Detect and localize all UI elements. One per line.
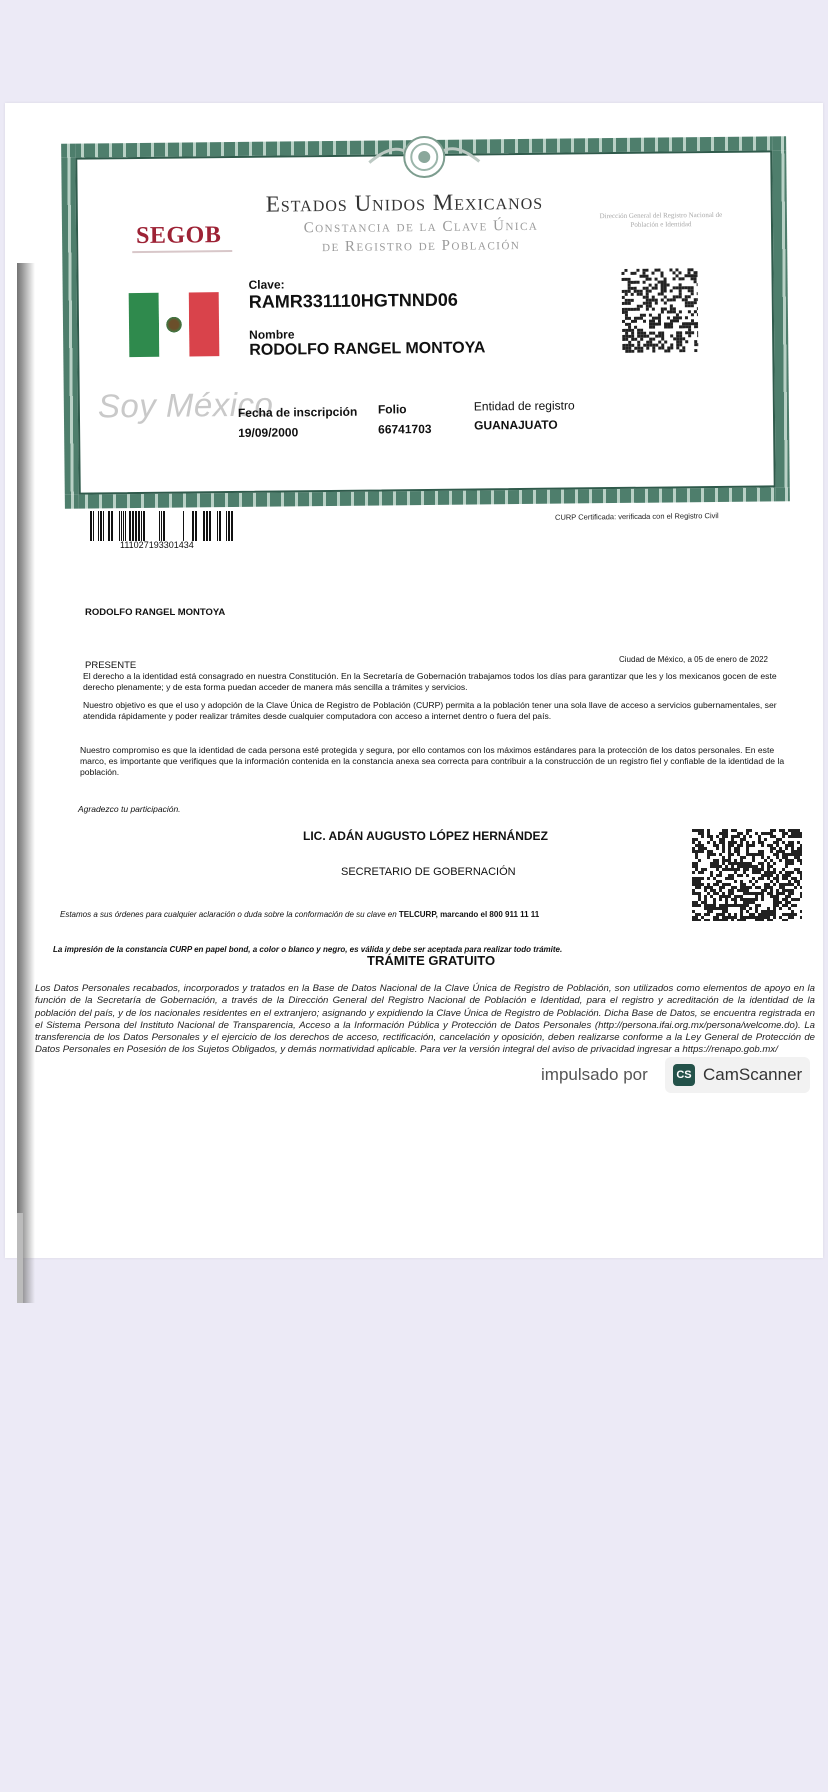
clave-value: RAMR331110HGTNND06 <box>248 289 458 312</box>
subtitle-line-2: de Registro de Población <box>322 237 521 256</box>
recipient-name: RODOLFO RANGEL MONTOYA <box>85 607 226 618</box>
scan-edge-shadow-bottom <box>17 1213 23 1303</box>
mexico-flag-icon <box>129 292 220 357</box>
presente: PRESENTE <box>85 660 137 671</box>
entidad-label: Entidad de registro <box>473 398 575 414</box>
camscanner-badge[interactable] <box>665 1057 810 1093</box>
qr-code-small-icon <box>621 268 698 353</box>
certificate-title: Estados Unidos Mexicanos <box>265 188 544 217</box>
camscanner-name: CamScanner <box>703 1065 803 1084</box>
scan-edge-shadow <box>17 263 35 1303</box>
renapo-org-text: Dirección General del Registro Nacional de Población e Identidad <box>599 210 723 229</box>
telcurp-note <box>60 909 539 920</box>
impresion-note: La impresión de la constancia CURP en papel bond, a color o blanco y negro, es válida y debe ser aceptada para realizar todo trámite. <box>53 945 563 954</box>
paragraph-2: Nuestro objetivo es que el uso y adopción de la Clave Única de Registro de Población (CURP) permita a la población tener una sola llave de acceso a servicios gubernamentales, ser atendida rápidamente y poder realizar trámites desde cualquier computadora con acceso a internet dentro o fuera del país. <box>83 700 777 721</box>
nombre-label: Nombre <box>249 327 295 342</box>
national-emblem-icon <box>359 131 490 182</box>
qr-code-large-icon <box>692 829 802 921</box>
signer-name: LIC. ADÁN AUGUSTO LÓPEZ HERNÁNDEZ <box>303 829 548 843</box>
certificate-subtitle <box>271 216 571 257</box>
folio-label: Folio <box>377 402 407 417</box>
scanned-page <box>5 103 823 1258</box>
telcurp-prefix: Estamos a sus órdenes para cualquier aclaración o duda sobre la conformación de su clave en <box>60 910 399 919</box>
entidad-value: GUANAJUATO <box>474 417 558 433</box>
telcurp-number: TELCURP, marcando el 800 911 11 11 <box>398 910 540 919</box>
paragraph-3: Nuestro compromiso es que la identidad de cada persona esté protegida y segura, por ello contamos con los máximos estándares para la protección de los datos personales. En este marco, es importante que verifiques que la información contenida en la constancia anexa sea correcta para contribuir a la construcción de un registro fiel y confiable de la identidad de la población. <box>80 745 785 777</box>
fecha-label: Fecha de inscripción <box>237 404 358 420</box>
thanks: Agradezco tu participación. <box>78 804 181 814</box>
signer-title: SECRETARIO DE GOBERNACIÓN <box>341 866 516 878</box>
soy-mexico-watermark: Soy México <box>97 385 274 425</box>
clave-label: Clave: <box>248 277 285 292</box>
fecha-value: 19/09/2000 <box>238 425 299 440</box>
curp-certified-note: CURP Certificada: verificada con el Registro Civil <box>554 511 719 522</box>
folio-value: 66741703 <box>378 421 432 437</box>
barcode-icon <box>86 511 233 541</box>
subtitle-line-1: Constancia de la Clave Única <box>303 217 539 237</box>
place-date: Ciudad de México, a 05 de enero de 2022 <box>619 655 768 664</box>
paragraph-1: El derecho a la identidad está consagrado en nuestra Constitución. En la Secretaría de Gobernación trabajamos todos los días para garantizar que les y los mexicanos gocen de este derecho plenamente; y de esta forma puedan acceder de manera más sencilla a trámites y servicios. <box>83 671 777 692</box>
barcode-number: 111027193301434 <box>120 540 194 550</box>
nombre-value: RODOLFO RANGEL MONTOYA <box>249 339 486 359</box>
camscanner-logo-icon: CS <box>673 1064 695 1086</box>
powered-by-text: impulsado por <box>541 1065 648 1084</box>
privacy-notice: Los Datos Personales recabados, incorporados y tratados en la Base de Datos Nacional de la Clave Única de Registro de Población, son utilizados como elementos de apoyo en la función de la Secretaría de Gobernación, a través de la Dirección General del Registro Nacional de Población e Identidad, para el registro y acreditación de la identidad de la población del país, y de los nacionales residentes en el extranjero; asignando y expidiendo la Clave Única de Registro de Población. Dicha Base de Datos, se encuentra registrada en el Sistema Persona del Instituto Nacional de Transparencia, Acceso a la Información Pública y Protección de Datos Personales (http://persona.ifai.org.mx/persona/welcome.do). La transferencia de los Datos Personales y el ejercicio de los derechos de acceso, rectificación, cancelación y oposición, deben realizarse conforme a la Ley General de Protección de Datos Personales en Posesión de los Sujetos Obligados, y demás normatividad aplicable. Para ver la versión integral del aviso de privacidad ingresar a https://renapo.gob.mx/ <box>35 983 815 1056</box>
tramite-gratuito: TRÁMITE GRATUITO <box>367 953 496 968</box>
segob-logo: SEGOB <box>135 222 222 250</box>
curp-certificate <box>61 136 790 509</box>
